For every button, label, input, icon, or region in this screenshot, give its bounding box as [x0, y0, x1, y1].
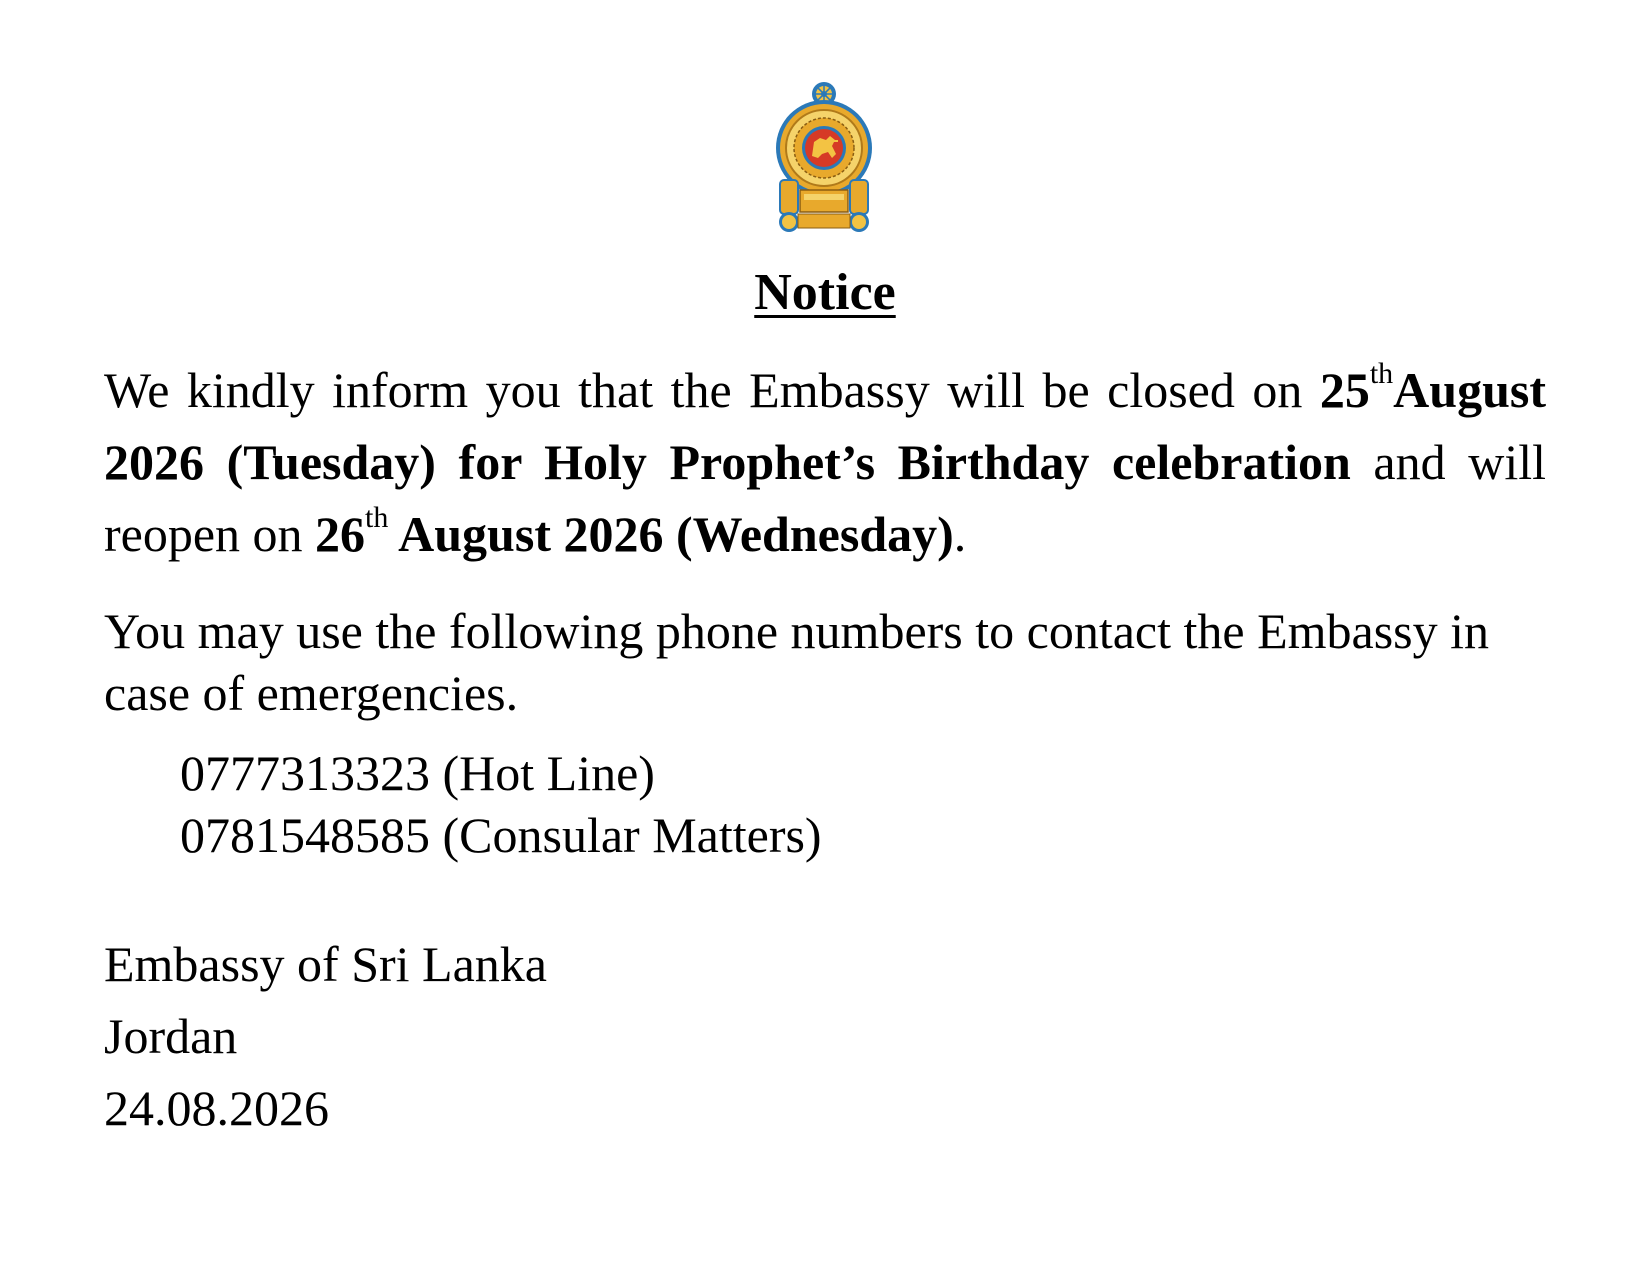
- emergency-paragraph: You may use the following phone numbers to contact the Embassy in case of emergencies.: [104, 603, 1490, 721]
- closure-date-rest: August 2026 (Tuesday) for Holy Prophet’s Birthday celebration: [104, 362, 1546, 490]
- signature-country: Jordan: [104, 1008, 238, 1064]
- closure-paragraph: [104, 354, 1546, 570]
- signature-block: [104, 928, 547, 1144]
- para1-text-2: and will reopen on: [104, 434, 1546, 562]
- sri-lanka-emblem: [772, 80, 876, 234]
- para1-text-3: .: [953, 506, 967, 562]
- para1-text-1: We kindly inform you that the Embassy will be closed on: [104, 362, 1320, 418]
- signature-embassy: Embassy of Sri Lanka: [104, 936, 547, 992]
- reopen-date-rest: August 2026 (Wednesday): [388, 506, 954, 562]
- closure-date-suffix: th: [1369, 357, 1394, 390]
- reopen-date-suffix: th: [365, 501, 389, 534]
- reopen-date-day: 26: [315, 506, 366, 562]
- signature-date: 24.08.2026: [104, 1080, 329, 1136]
- notice-title: Notice: [754, 264, 896, 321]
- closure-date-day: 25: [1319, 362, 1370, 418]
- phone-hotline: 0777313323 (Hot Line): [180, 745, 655, 801]
- phone-list: [180, 742, 822, 866]
- phone-consular: 0781548585 (Consular Matters): [180, 807, 822, 863]
